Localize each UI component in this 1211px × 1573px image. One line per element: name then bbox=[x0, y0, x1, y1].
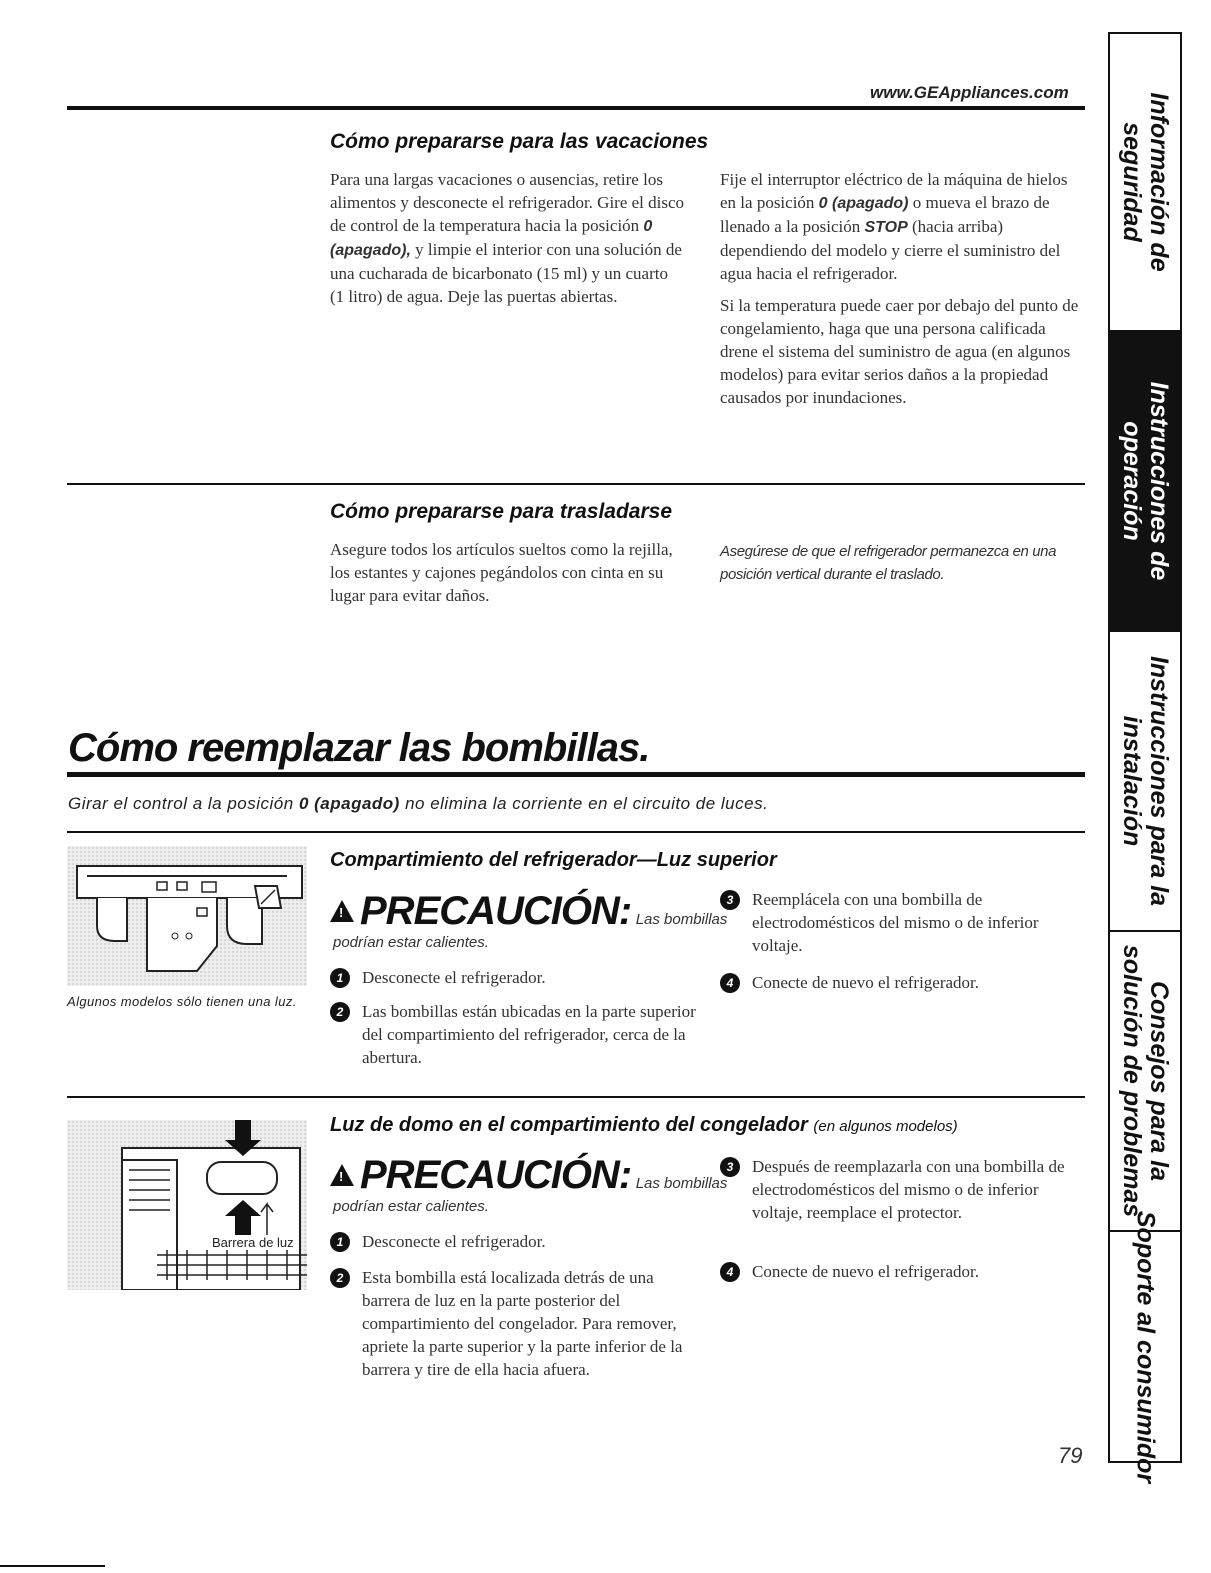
freezer-light-heading: Luz de domo en el compartimiento del congelador (en algunos modelos) bbox=[330, 1114, 958, 1136]
vacations-right-text bbox=[720, 168, 1080, 409]
header-rule bbox=[67, 106, 1085, 110]
moving-right-note: Asegúrese de que el refrigerador permanezca en una posición vertical durante el traslado. bbox=[720, 543, 1057, 583]
tab-label: Instrucciones para la instalación bbox=[1118, 655, 1173, 907]
section-rule bbox=[67, 483, 1085, 485]
fridge-light-housing-drawing bbox=[67, 846, 307, 986]
fridge-light-step: 3 Reemplácela con una bombilla de electrodomésticos del mismo o de inferior voltaje. bbox=[720, 888, 1082, 957]
page-number: 79 bbox=[1058, 1443, 1083, 1468]
tab-label: Consejos para la solución de problemas bbox=[1118, 944, 1173, 1218]
step-number-icon: 4 bbox=[720, 973, 740, 993]
tab-installation-instructions[interactable] bbox=[1108, 630, 1182, 932]
freezer-light-step: 2 Esta bombilla está localizada detrás de una barrera de luz en la parte posterior del compartimiento del congelador. Para remover, apriete la parte superior y la parte inferior de la barrera y tire de ella hacia afuera. bbox=[330, 1266, 702, 1381]
freezer-light-caution-text: podrían estar calientes. bbox=[333, 1198, 489, 1215]
section-rule bbox=[67, 1096, 1085, 1098]
vacations-heading: Cómo prepararse para las vacaciones bbox=[330, 130, 709, 153]
step-number-icon: 1 bbox=[330, 968, 350, 988]
freezer-light-illustration bbox=[67, 1120, 307, 1290]
fridge-light-caution-text: podrían estar calientes. bbox=[333, 934, 489, 951]
light-barrier-label: Barrera de luz bbox=[212, 1235, 294, 1250]
step-number-icon: 4 bbox=[720, 1262, 740, 1282]
bulbs-heading-rule bbox=[67, 772, 1085, 777]
tab-operating-instructions[interactable] bbox=[1108, 330, 1182, 632]
bulbs-heading: Cómo reemplazar las bombillas. bbox=[68, 726, 650, 770]
moving-heading: Cómo prepararse para trasladarse bbox=[330, 500, 672, 523]
tab-troubleshooting-tips[interactable] bbox=[1108, 930, 1182, 1232]
fridge-light-step: 1 Desconecte el refrigerador. bbox=[330, 966, 702, 989]
section-rule bbox=[67, 831, 1085, 833]
fridge-light-caution: !PRECAUCIÓN: Las bombillas bbox=[330, 889, 727, 934]
vacations-right-paragraph-2: Si la temperatura puede caer por debajo del punto de congelamiento, haga que una persona calificada drene el sistema del suministro de agua (en algunos modelos) para evitar serios daños a la propiedad causados por inundaciones. bbox=[720, 296, 1079, 407]
fridge-light-heading: Compartimiento del refrigerador—Luz superior bbox=[330, 849, 777, 871]
freezer-light-barrier-drawing bbox=[67, 1120, 307, 1290]
vacations-left-text: Para una largas vacaciones o ausencias, retire los alimentos y desconecte el refrigerador. Gire el disco de control de la temperatura hacia la posición 0 (apagado), y limpie el interior con una solución de una cucharada de bicarbonato (15 ml) y un cuarto (1 litro) de agua. Deje las puertas abiertas. bbox=[330, 170, 685, 306]
step-number-icon: 3 bbox=[720, 890, 740, 910]
freezer-light-step: 3 Después de reemplazarla con una bombilla de electrodomésticos del mismo o de inferior voltaje, reemplace el protector. bbox=[720, 1155, 1092, 1224]
fridge-light-step: 2 Las bombillas están ubicadas en la parte superior del compartimiento del refrigerador, cerca de la abertura. bbox=[330, 1000, 702, 1069]
step-number-icon: 2 bbox=[330, 1268, 350, 1288]
tab-label: Soporte al consumidor bbox=[1131, 1210, 1160, 1483]
freezer-light-caution: !PRECAUCIÓN: Las bombillas bbox=[330, 1153, 727, 1198]
website-url: www.GEAppliances.com bbox=[870, 83, 1069, 102]
fridge-light-step: 4 Conecte de nuevo el refrigerador. bbox=[720, 971, 1082, 994]
bulbs-subtitle: Girar el control a la posición 0 (apagado) no elimina la corriente en el circuito de luces. bbox=[68, 794, 769, 813]
warning-icon bbox=[330, 1164, 354, 1186]
tab-label: Instrucciones de operación bbox=[1118, 381, 1173, 581]
step-number-icon: 3 bbox=[720, 1157, 740, 1177]
step-number-icon: 2 bbox=[330, 1002, 350, 1022]
step-number-icon: 1 bbox=[330, 1232, 350, 1252]
moving-left-text: Asegure todos los artículos sueltos como la rejilla, los estantes y cajones pegándolos con cinta en su lugar para evitar daños. bbox=[330, 540, 673, 605]
tab-consumer-support[interactable] bbox=[1108, 1210, 1182, 1483]
crop-mark bbox=[0, 1565, 105, 1567]
warning-icon bbox=[330, 900, 354, 922]
vacations-right-paragraph-1: Fije el interruptor eléctrico de la máquina de hielos en la posición 0 (apagado) o mueva el brazo de llenado a la posición STOP (hacia arriba) dependiendo del modelo y cierre el suministro del agua hacia el refrigerador. bbox=[720, 170, 1068, 283]
freezer-light-step: 1 Desconecte el refrigerador. bbox=[330, 1230, 702, 1253]
fridge-light-illustration bbox=[67, 846, 307, 986]
tab-label: Información de seguridad bbox=[1118, 92, 1173, 272]
tab-safety-information[interactable] bbox=[1108, 32, 1182, 332]
fridge-light-caption: Algunos modelos sólo tienen una luz. bbox=[67, 994, 297, 1009]
freezer-light-step: 4 Conecte de nuevo el refrigerador. bbox=[720, 1260, 1092, 1283]
